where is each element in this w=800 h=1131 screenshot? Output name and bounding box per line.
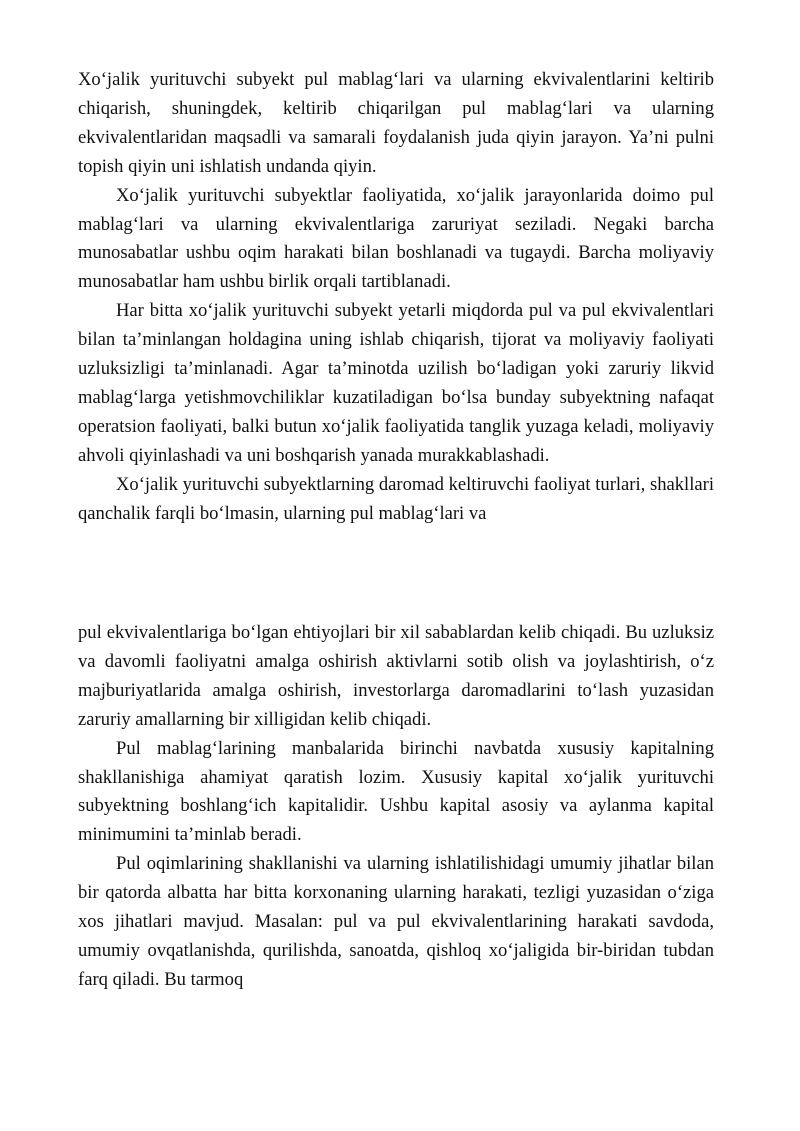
paragraph-3: Har bitta xo‘jalik yurituvchi subyekt yetarli miqdorda pul va pul ekvivalentlari bilan ta’minlangan holdagina uning ishlab chiqarish, tijorat va moliyaviy faoliyati uzluksizligi ta’minlanadi. Agar ta’minotda uzilish bo‘ladigan yoki zaruriy likvid mablag‘larga yetishmovchiliklar kuzatiladigan bo‘lsa bunday subyektning nafaqat operatsion faoliyati, balki butun xo‘jalik faoliyatida tanglik yuzaga keladi, moliyaviy ahvoli qiyinlashadi va uni boshqarish yanada murakkablashadi.: [78, 300, 714, 466]
paragraph-2: Xo‘jalik yurituvchi subyektlar faoliyatida, xo‘jalik jarayonlarida doimo pul mablag‘lari va ularning ekvivalentlariga zaruriyat seziladi. Negaki barcha munosabatlar ushbu oqim harakati bilan boshlanadi va tugaydi. Barcha moliyaviy munosabatlar ham ushbu birlik orqali tartiblanadi.: [78, 184, 714, 293]
paragraph-1: Xo‘jalik yurituvchi subyekt pul mablag‘lari va ularning ekvivalentlarini keltirib chiqarish, shuningdek, keltirib chiqarilgan pul mablag‘lari va ularning ekvivalentlaridan maqsadli va samarali foydalanish juda qiyin jarayon. Ya’ni pulni topish qiyin uni ishlatish undanda qiyin.: [78, 69, 714, 177]
document-page-top: [78, 66, 714, 529]
paragraph-6: Pul mablag‘larining manbalarida birinchi navbatda xususiy kapitalning shakllanishiga ahamiyat qaratish lozim. Xususiy kapital xo‘jalik yurituvchi subyektning boshlang‘ich kapitalidir. Ushbu kapital asosiy va aylanma kapital minimumini ta’minlab beradi.: [78, 737, 714, 846]
paragraph-7: Pul oqimlarining shakllanishi va ularning ishlatilishidagi umumiy jihatlar bilan bir qatorda albatta har bitta korxonaning ularning harakati, tezligi yuzasidan o‘ziga xos jihatlari mavjud. Masalan: pul va pul ekvivalentlarining harakati savdoda, umumiy ovqatlanishda, qurilishda, sanoatda, qishloq xo‘jaligida bir-biridan tubdan farq qiladi. Bu tarmoq: [78, 853, 714, 990]
paragraph-5: pul ekvivalentlariga bo‘lgan ehtiyojlari bir xil sabablardan kelib chiqadi. Bu uzluksiz va davomli faoliyatni amalga oshirish aktivlarni sotib olish va joylashtirish, o‘z majburiyatlarida amalga oshirish, investorlarga daromadlarini to‘lash yuzasidan zaruriy amallarning bir xilligidan kelib chiqadi.: [78, 622, 714, 730]
paragraph-4: Xo‘jalik yurituvchi subyektlarning daromad keltiruvchi faoliyat turlari, shakllari qanchalik farqli bo‘lmasin, ularning pul mablag‘lari va: [78, 473, 714, 524]
document-page-bottom: [78, 619, 714, 995]
